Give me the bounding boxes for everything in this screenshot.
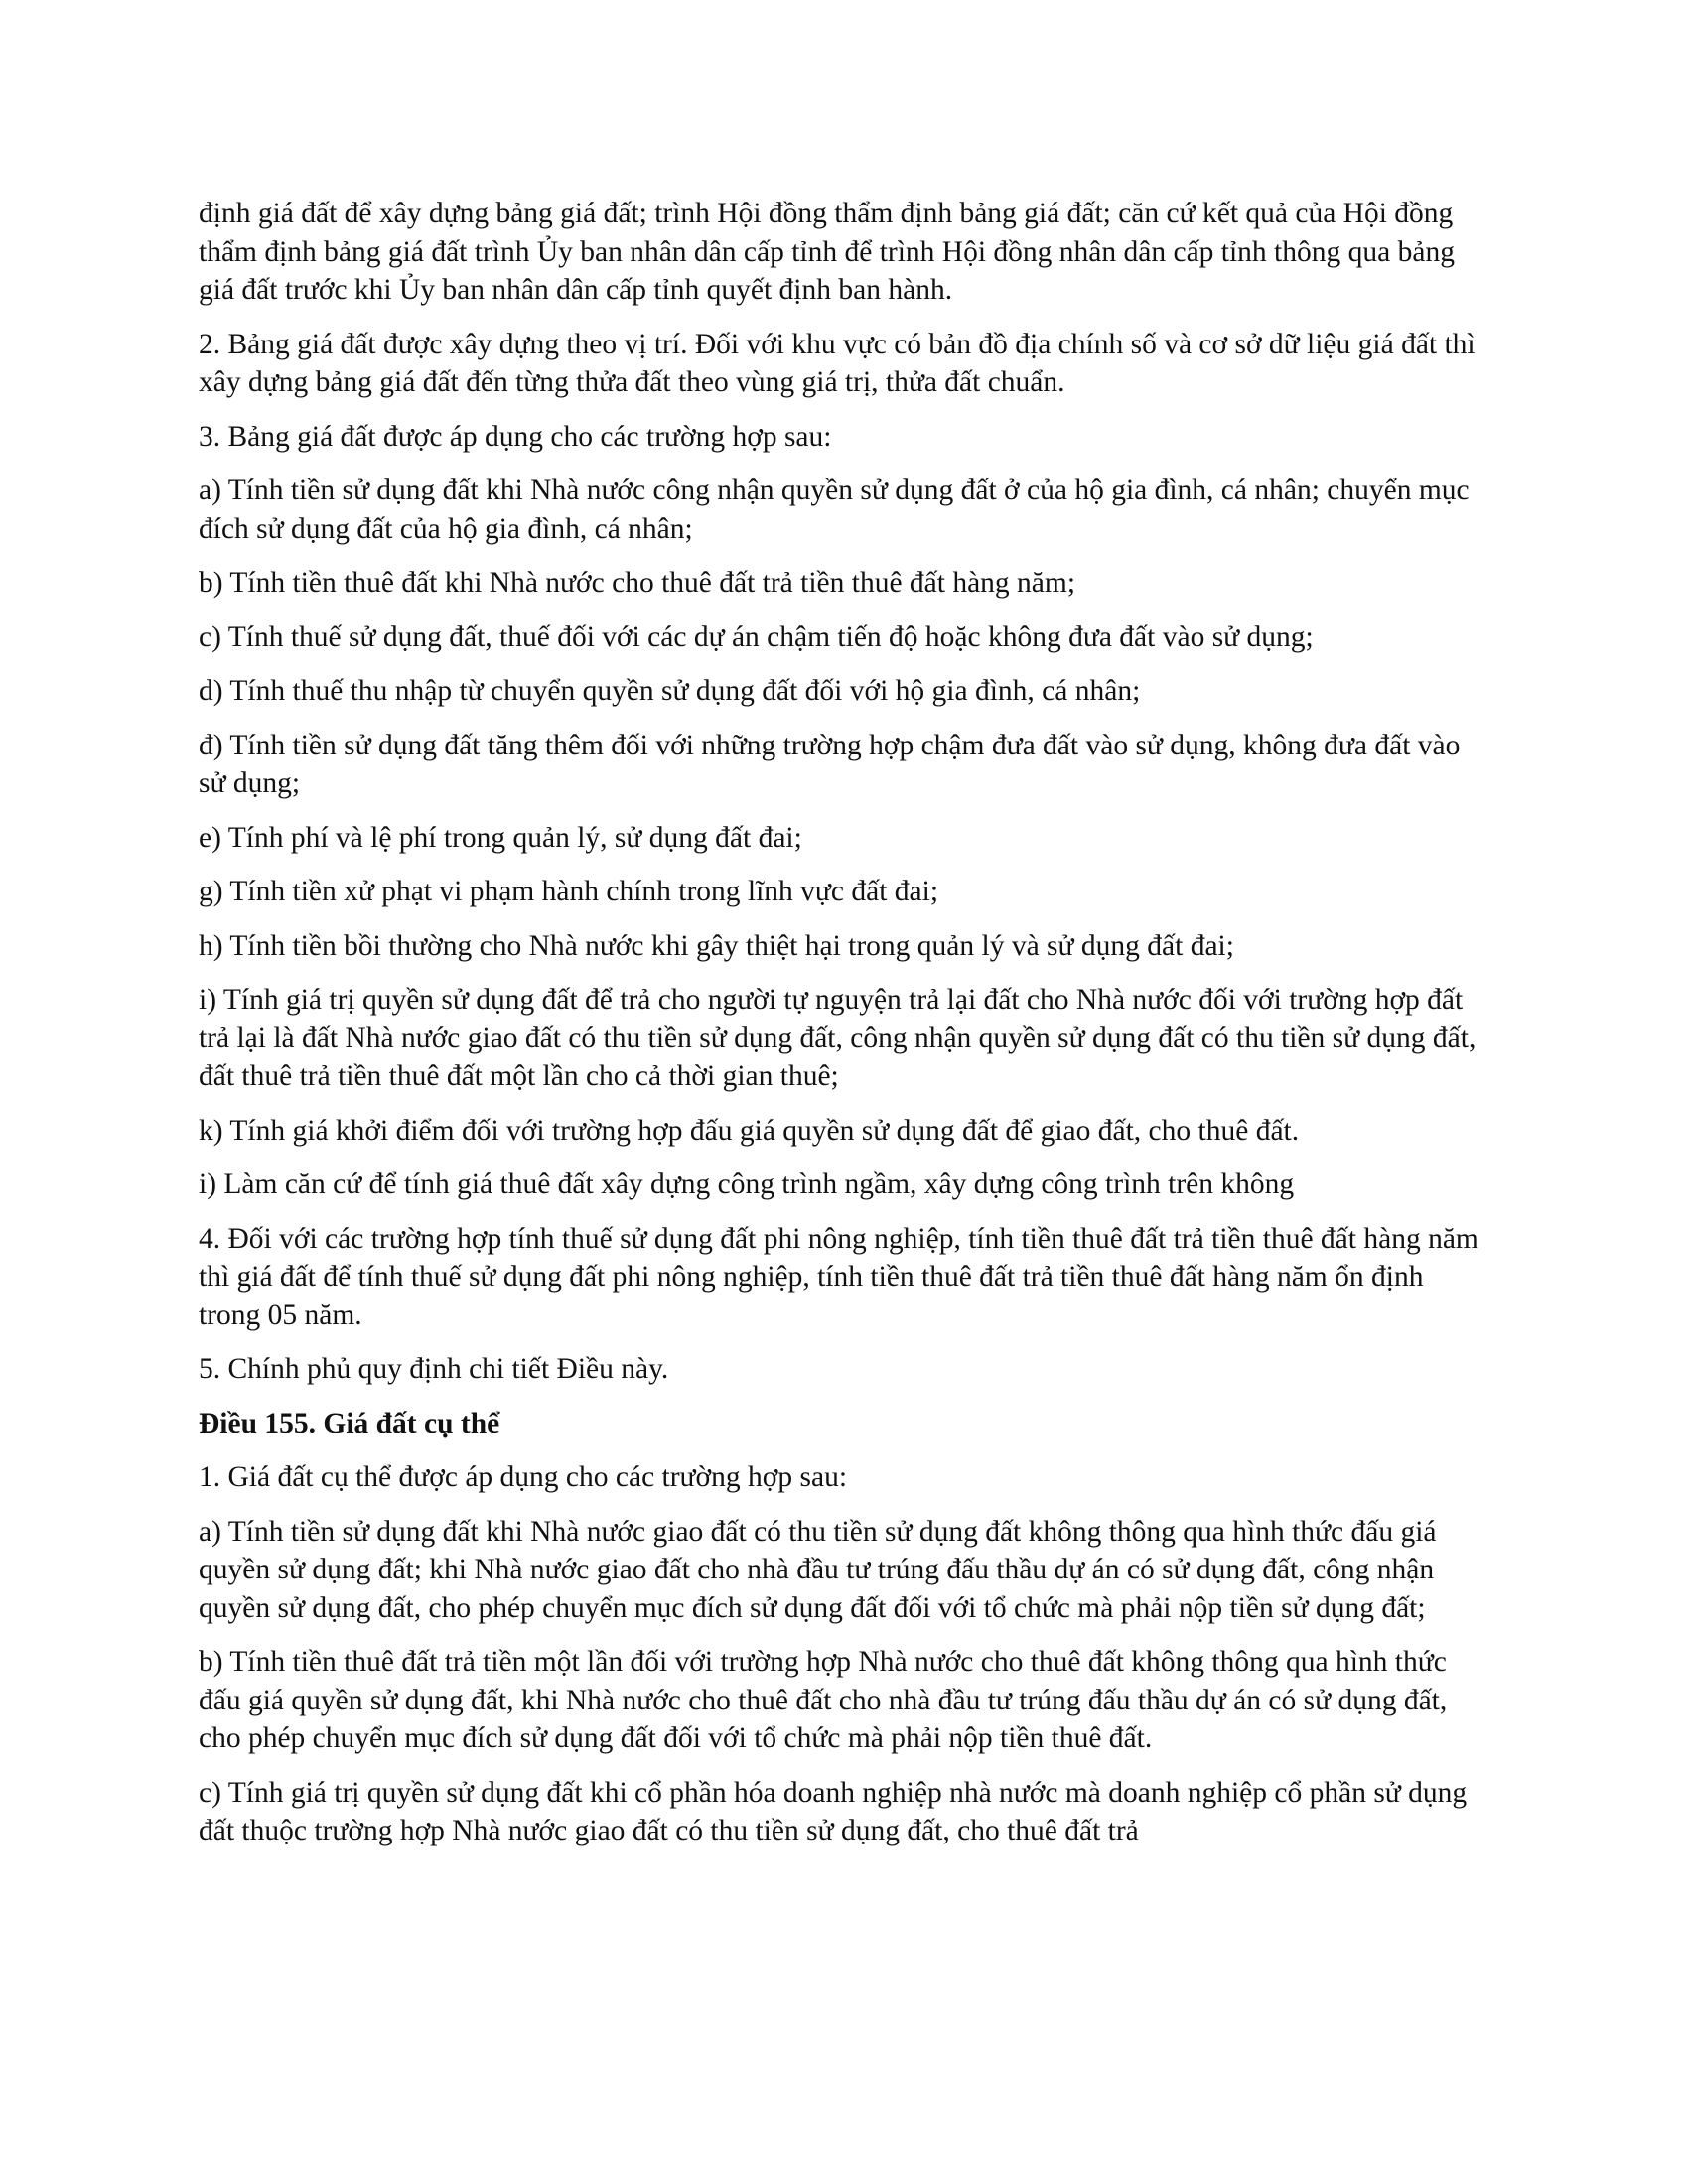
- paragraph: định giá đất để xây dựng bảng giá đất; trình Hội đồng thẩm định bảng giá đất; căn cứ kết quả của Hội đồng thẩm định bảng giá đất trình Ủy ban nhân dân cấp tỉnh để trình Hội đồng nhân dân cấp tỉnh thông qua bảng giá đất trước khi Ủy ban nhân dân cấp tỉnh quyết định ban hành.: [199, 198, 1455, 306]
- paragraph: g) Tính tiền xử phạt vi phạm hành chính trong lĩnh vực đất đai;: [199, 876, 939, 907]
- paragraph: 4. Đối với các trường hợp tính thuế sử dụng đất phi nông nghiệp, tính tiền thuê đất trả tiền thuê đất hàng năm thì giá đất để tính thuế sử dụng đất phi nông nghiệp, tính tiền thuê đất trả tiền thuê đất hàng năm ổn định trong 05 năm.: [199, 1222, 1478, 1331]
- paragraph: đ) Tính tiền sử dụng đất tăng thêm đối với những trường hợp chậm đưa đất vào sử dụng, không đưa đất vào sử dụng;: [199, 729, 1461, 799]
- paragraph: 5. Chính phủ quy định chi tiết Điều này.: [199, 1353, 669, 1385]
- paragraph: b) Tính tiền thuê đất trả tiền một lần đối với trường hợp Nhà nước cho thuê đất không thông qua hình thức đấu giá quyền sử dụng đất, khi Nhà nước cho thuê đất cho nhà đầu tư trúng đấu thầu dự án có sử dụng đất, cho phép chuyển mục đích sử dụng đất đối với tổ chức mà phải nộp tiền thuê đất.: [199, 1646, 1448, 1754]
- paragraph: 3. Bảng giá đất được áp dụng cho các trường hợp sau:: [199, 420, 832, 453]
- paragraph: k) Tính giá khởi điểm đối với trường hợp đấu giá quyền sử dụng đất để giao đất, cho thuê đất.: [199, 1114, 1300, 1147]
- paragraph: b) Tính tiền thuê đất khi Nhà nước cho thuê đất trả tiền thuê đất hàng năm;: [199, 567, 1076, 599]
- article-heading: Điều 155. Giá đất cụ thể: [199, 1407, 500, 1439]
- paragraph: c) Tính thuế sử dụng đất, thuế đối với các dự án chậm tiến độ hoặc không đưa đất vào sử dụng;: [199, 620, 1314, 653]
- paragraph: e) Tính phí và lệ phí trong quản lý, sử dụng đất đai;: [199, 821, 802, 854]
- paragraph: a) Tính tiền sử dụng đất khi Nhà nước giao đất có thu tiền sử dụng đất không thông qua hình thức đấu giá quyền sử dụng đất; khi Nhà nước giao đất cho nhà đầu tư trúng đấu thầu dự án có sử dụng đất, công nhận quyền sử dụng đất, cho phép chuyển mục đích sử dụng đất đối với tổ chức mà phải nộp tiền sử dụng đất;: [199, 1515, 1437, 1624]
- paragraph: h) Tính tiền bồi thường cho Nhà nước khi gây thiệt hại trong quản lý và sử dụng đất đai;: [199, 929, 1234, 962]
- paragraph: i) Tính giá trị quyền sử dụng đất để trả cho người tự nguyện trả lại đất cho Nhà nước đối với trường hợp đất trả lại là đất Nhà nước giao đất có thu tiền sử dụng đất, công nhận quyền sử dụng đất có thu tiền sử dụng đất, đất thuê trả tiền thuê đất một lần cho cả thời gian thuê;: [199, 984, 1477, 1092]
- paragraph: 1. Giá đất cụ thể được áp dụng cho các trường hợp sau:: [199, 1461, 848, 1493]
- paragraph: d) Tính thuế thu nhập từ chuyển quyền sử dụng đất đối với hộ gia đình, cá nhân;: [199, 675, 1141, 707]
- paragraph: 2. Bảng giá đất được xây dựng theo vị trí. Đối với khu vực có bản đồ địa chính số và cơ sở dữ liệu giá đất thì xây dựng bảng giá đất đến từng thửa đất theo vùng giá trị, thửa đất chuẩn.: [199, 328, 1476, 398]
- paragraph: c) Tính giá trị quyền sử dụng đất khi cổ phần hóa doanh nghiệp nhà nước mà doanh nghiệp cổ phần sử dụng đất thuộc trường hợp Nhà nước giao đất có thu tiền sử dụng đất, cho thuê đất trả: [199, 1776, 1468, 1846]
- paragraph: a) Tính tiền sử dụng đất khi Nhà nước công nhận quyền sử dụng đất ở của hộ gia đình, cá nhân; chuyển mục đích sử dụng đất của hộ gia đình, cá nhân;: [199, 475, 1470, 545]
- paragraph: i) Làm căn cứ để tính giá thuê đất xây dựng công trình ngầm, xây dựng công trình trên không: [199, 1168, 1295, 1200]
- document-page: [199, 195, 1489, 1866]
